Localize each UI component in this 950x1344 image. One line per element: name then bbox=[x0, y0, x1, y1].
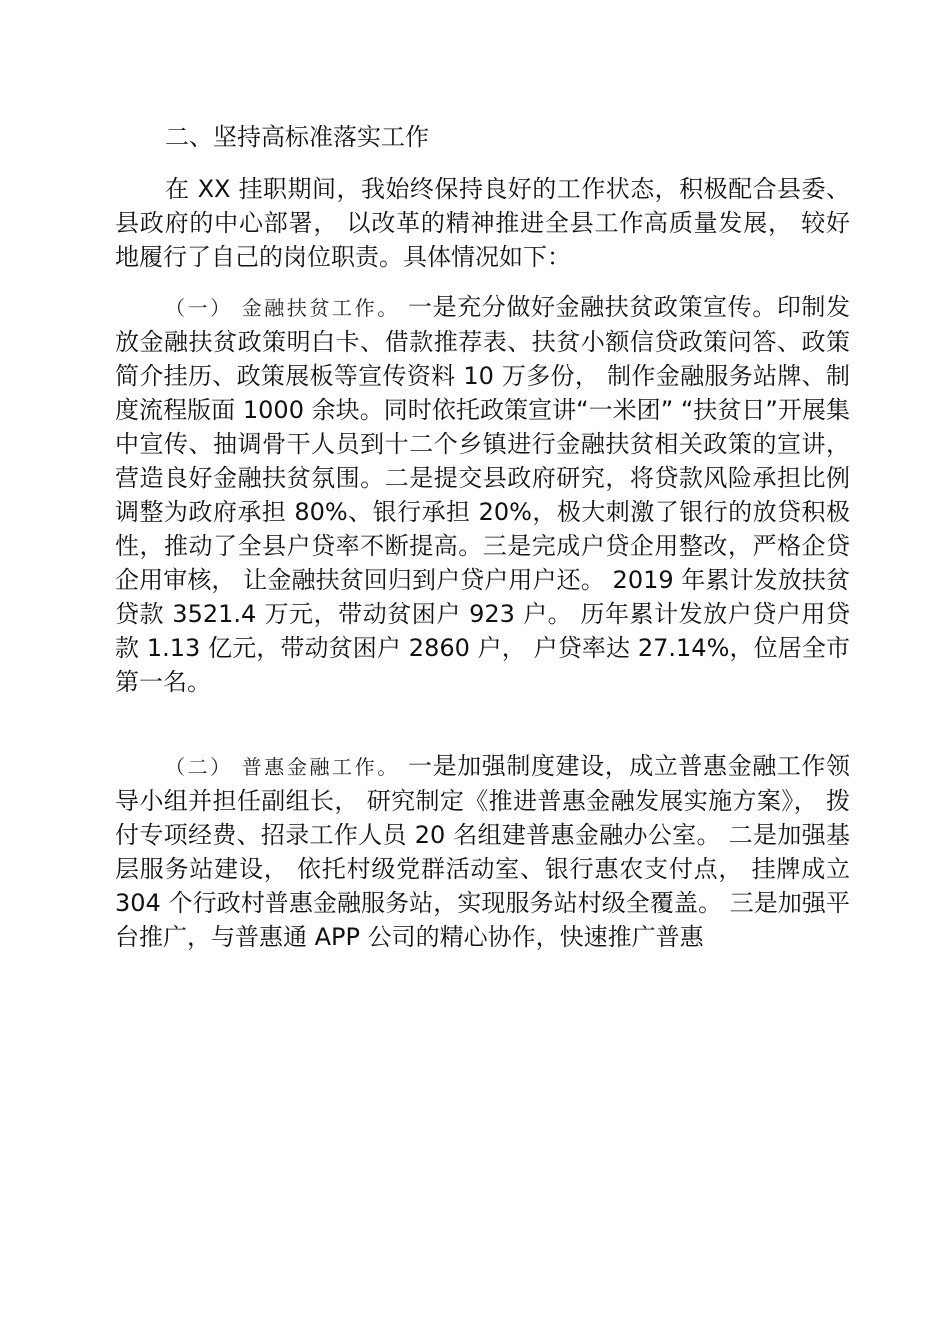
section-two-block bbox=[115, 749, 850, 954]
intro-paragraph-block bbox=[115, 172, 850, 274]
section-two-body: 一是加强制度建设，成立普惠金融工作领导小组并担任副组长， 研究制定《推进普惠金融发展实施方案》， 拨付专项经费、招录工作人员 20 名组建普惠金融办公室。 二是加强基层服务站建设， 依托村级党群活动室、银行惠农支付点， 挂牌成立 304 个行政村普惠金融服务站，实现服务站村级全覆盖。 三是加强平台推广，与普惠通 APP 公司的精心协作，快速推广普惠 bbox=[115, 752, 850, 951]
section-two-paragraph bbox=[115, 749, 850, 954]
section-one-paragraph bbox=[115, 290, 850, 699]
section-two-title: （二） 普惠金融工作。 bbox=[165, 755, 400, 779]
section-heading: 二、坚持高标准落实工作 bbox=[165, 123, 429, 151]
section-one-title: （一） 金融扶贫工作。 bbox=[165, 296, 400, 320]
intro-paragraph: 在 XX 挂职期间，我始终保持良好的工作状态，积极配合县委、县政府的中心部署， 以改革的精神推进全县工作高质量发展， 较好 地履行了自己的岗位职责。具体情况如下： bbox=[115, 175, 850, 271]
section-one-block bbox=[115, 290, 850, 699]
section-one-body: 一是充分做好金融扶贫政策宣传。印制发放金融扶贫政策明白卡、借款推荐表、扶贫小额信贷政策问答、政策简介挂历、政策展板等宣传资料 10 万多份， 制作金融服务站牌、制度流程版面 1000 余块。同时依托政策宣讲“一米团” “扶贫日”开展集中宣传、抽调骨干人员到十二个乡镇进行金融扶贫相关政策的宣讲，营造良好金融扶贫氛围。二是提交县政府研究，将贷款风险承担比例调整为政府承担 80%、银行承担 20%，极大刺激了银行的放贷积极性，推动了全县户贷率不断提高。三是完成户贷企用整改，严格企贷企用审核， 让金融扶贫回归到户贷户用户还。 2019 年累计发放扶贫贷款 3521.4 万元，带动贫困户 923 户。 历年累计发放户贷户用贷款 1.13 亿元，带动贫困户 2860 户， 户贷率达 27.14%，位居全市第一名。 bbox=[115, 293, 850, 696]
